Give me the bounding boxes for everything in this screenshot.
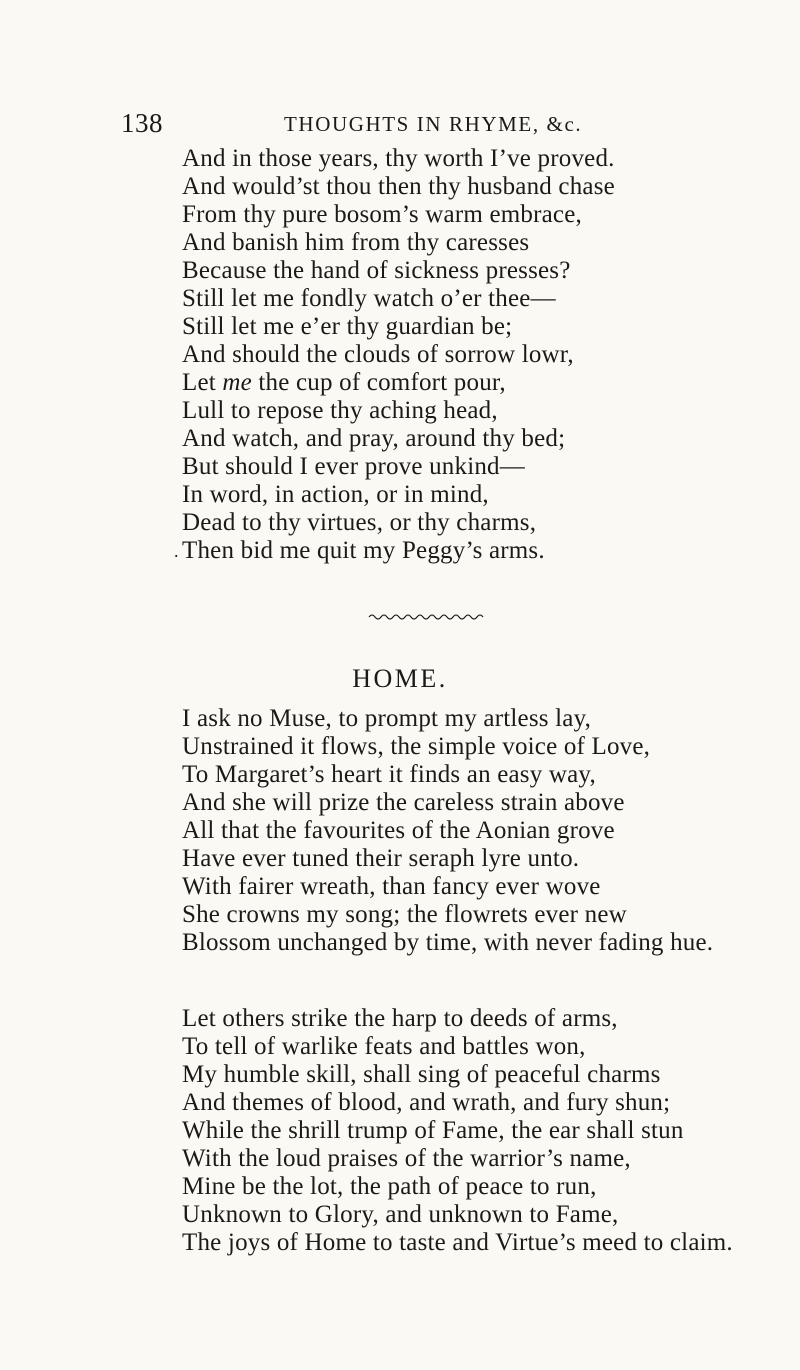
poem-line: But should I ever prove unkind— [182,453,525,480]
poem-line: Unknown to Glory, and unknown to Fame, [182,1201,619,1228]
running-head [0,108,800,148]
poem-continuation [174,145,772,565]
poem-line: In word, in action, or in mind, [182,481,489,508]
poem-line: And should the clouds of sorrow lowr, [182,341,574,368]
poem-line: And in those years, thy worth I’ve proved. [182,145,615,172]
line-text: Let [182,369,223,396]
poem-line: And banish him from thy caresses [182,229,530,256]
poem-line: While the shrill trump of Fame, the ear shall stun [182,1117,684,1144]
home-stanza-2 [182,1005,772,1257]
poem-line: Let others strike the harp to deeds of arms, [182,1005,618,1032]
poem-line: Because the hand of sickness presses? [182,257,571,284]
poem-line: All that the favourites of the Aonian grove [182,817,615,844]
poem-line: My humble skill, shall sing of peaceful charms [182,1061,661,1088]
emphasized-word: me [222,369,252,396]
poem-line: From thy pure bosom’s warm embrace, [182,201,582,228]
stray-dot: . [174,541,179,561]
line-text: Then bid me quit my Peggy’s arms. [182,537,545,564]
poem-line: And themes of blood, and wrath, and fury shun; [182,1089,671,1116]
poem-line: Mine be the lot, the path of peace to run, [182,1173,597,1200]
line-text: the cup of comfort pour, [251,369,506,396]
poem-line: The joys of Home to taste and Virtue’s meed to claim. [182,1229,733,1256]
poem-line: And would’st thou then thy husband chase [182,173,615,200]
poem-line: Unstrained it flows, the simple voice of Love, [182,733,651,760]
poem-line: To tell of warlike feats and battles won, [182,1033,586,1060]
home-stanza-1 [182,705,772,957]
poem-line: She crowns my song; the flowrets ever new [182,901,627,928]
poem-line: Still let me e’er thy guardian be; [182,313,513,340]
poem-line: Blossom unchanged by time, with never fading hue. [182,929,714,956]
section-title: HOME. [352,664,448,693]
poem-line: And she will prize the careless strain above [182,789,625,816]
running-title: THOUGHTS IN RHYME, &c. [284,112,583,136]
poem-line: With fairer wreath, than fancy ever wove [182,873,601,900]
wavy-rule-ornament-icon [368,611,486,623]
poem-line [174,537,772,565]
poem-line: Still let me fondly watch o’er thee— [182,285,556,312]
poem-line: To Margaret’s heart it finds an easy way, [182,761,596,788]
poem-line: With the loud praises of the warrior’s name, [182,1145,631,1172]
poem-line: Have ever tuned their seraph lyre unto. [182,845,580,872]
poem-line: Lull to repose thy aching head, [182,397,498,424]
poem-line [182,369,772,397]
poem-line: I ask no Muse, to prompt my artless lay, [182,705,592,732]
poem-line: And watch, and pray, around thy bed; [182,425,566,452]
page-number: 138 [121,108,163,138]
poem-line: Dead to thy virtues, or thy charms, [182,509,537,536]
